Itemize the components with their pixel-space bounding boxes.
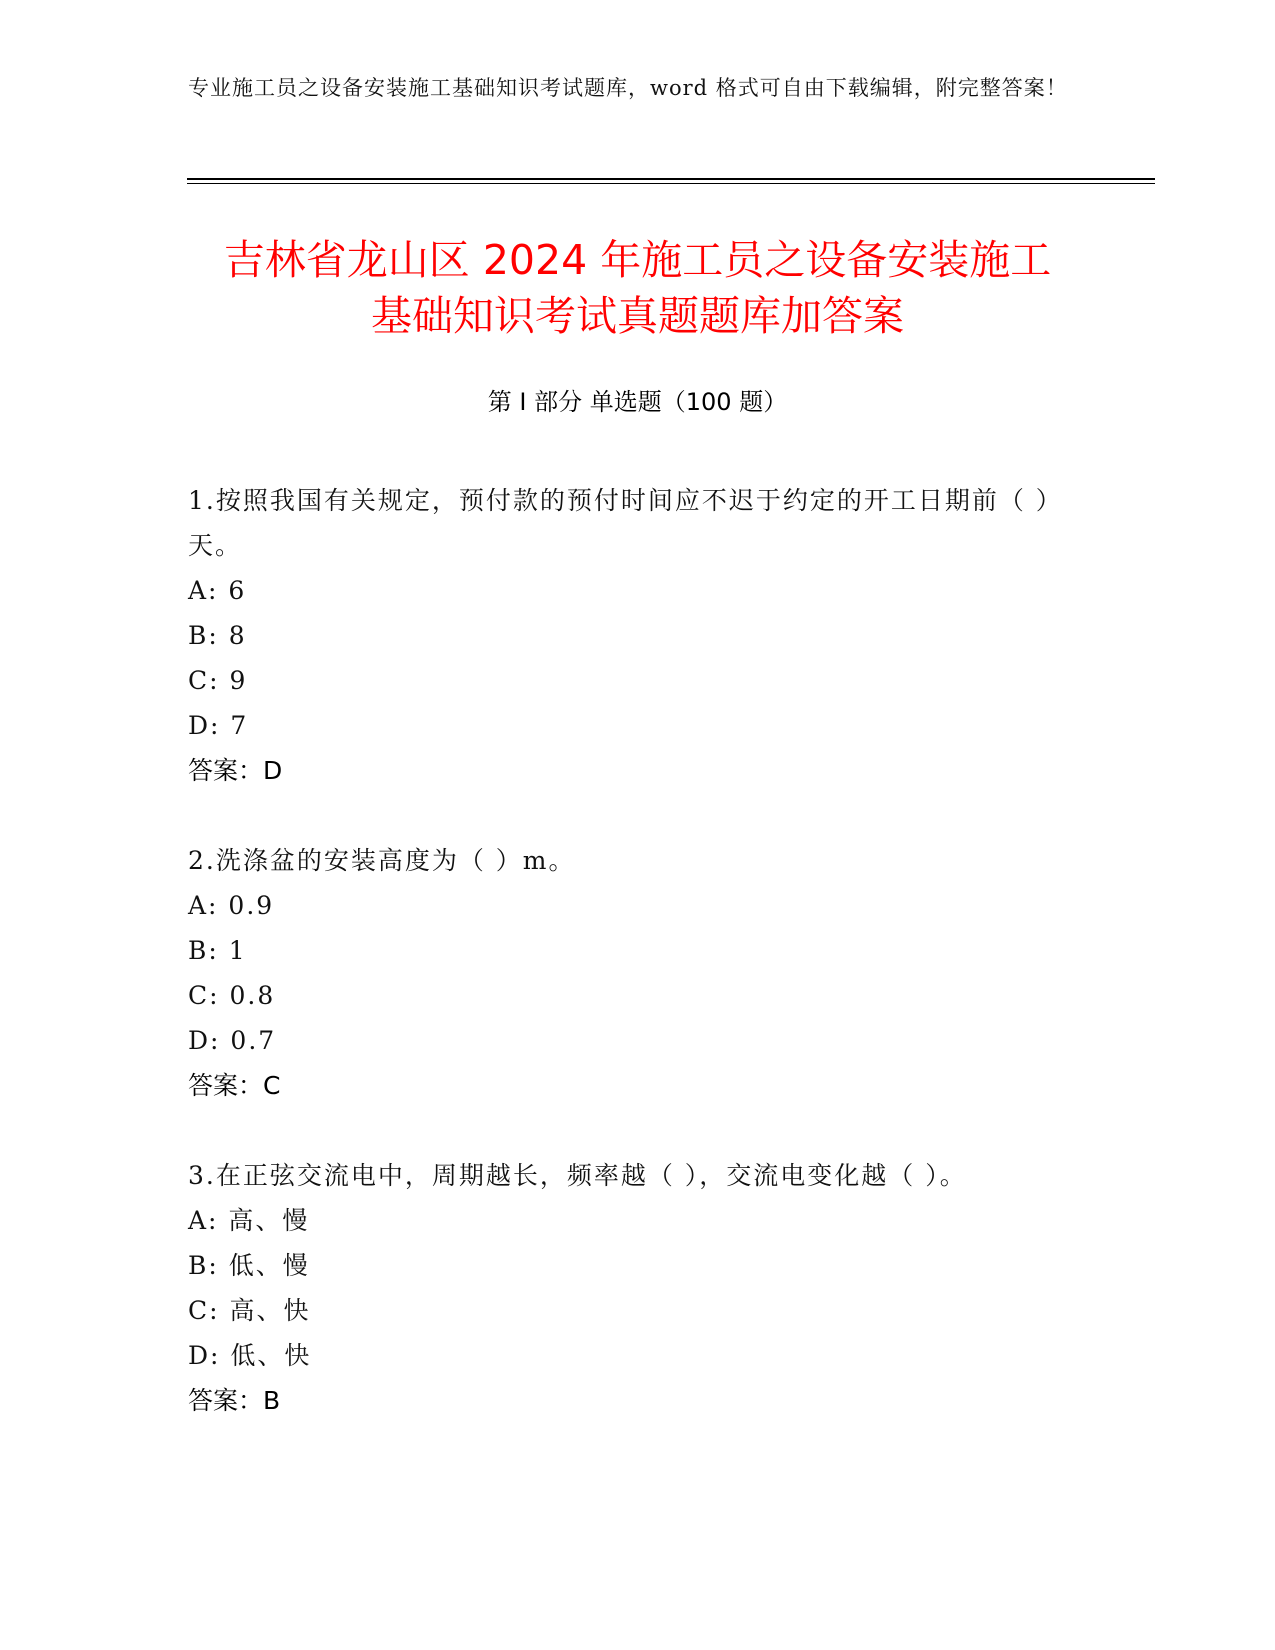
question-stem: 3.在正弦交流电中，周期越长，频率越（ ），交流电变化越（ ）。 bbox=[188, 1161, 967, 1190]
answer-label: 答案：D bbox=[188, 756, 283, 785]
option-a: A: 0.9 bbox=[188, 891, 275, 920]
question-2 bbox=[188, 838, 1068, 1108]
question-3 bbox=[188, 1153, 1068, 1423]
option-c: C: 0.8 bbox=[188, 981, 276, 1010]
option-d: D: 7 bbox=[188, 711, 249, 740]
option-b: B: 1 bbox=[188, 936, 247, 965]
document-title-line-1: 吉林省龙山区 2024 年施工员之设备安装施工 bbox=[223, 236, 1052, 284]
option-b: B: 低、慢 bbox=[188, 1251, 310, 1280]
option-a: A: 6 bbox=[188, 576, 247, 605]
option-c: C: 9 bbox=[188, 666, 248, 695]
question-spacer bbox=[188, 793, 1068, 838]
question-spacer bbox=[188, 1108, 1068, 1153]
header-note: 专业施工员之设备安装施工基础知识考试题库，word 格式可自由下载编辑，附完整答案！ bbox=[188, 76, 1068, 100]
question-stem: 2.洗涤盆的安装高度为（ ）m。 bbox=[188, 846, 576, 875]
question-stem: 1.按照我国有关规定，预付款的预付时间应不迟于约定的开工日期前（ ）天。 bbox=[188, 486, 1063, 560]
header-divider-thin bbox=[187, 183, 1155, 184]
answer-label: 答案：B bbox=[188, 1386, 281, 1415]
document-title bbox=[150, 232, 1125, 344]
question-1 bbox=[188, 478, 1068, 793]
option-b: B: 8 bbox=[188, 621, 247, 650]
option-d: D: 低、快 bbox=[188, 1341, 312, 1370]
answer-label: 答案：C bbox=[188, 1071, 281, 1100]
option-d: D: 0.7 bbox=[188, 1026, 277, 1055]
option-a: A: 高、慢 bbox=[188, 1206, 310, 1235]
option-c: C: 高、快 bbox=[188, 1296, 311, 1325]
question-list bbox=[188, 478, 1068, 1423]
section-heading: 第 I 部分 单选题（100 题） bbox=[487, 388, 788, 416]
document-title-line-2: 基础知识考试真题题库加答案 bbox=[371, 292, 904, 340]
header-divider-thick bbox=[187, 178, 1155, 180]
